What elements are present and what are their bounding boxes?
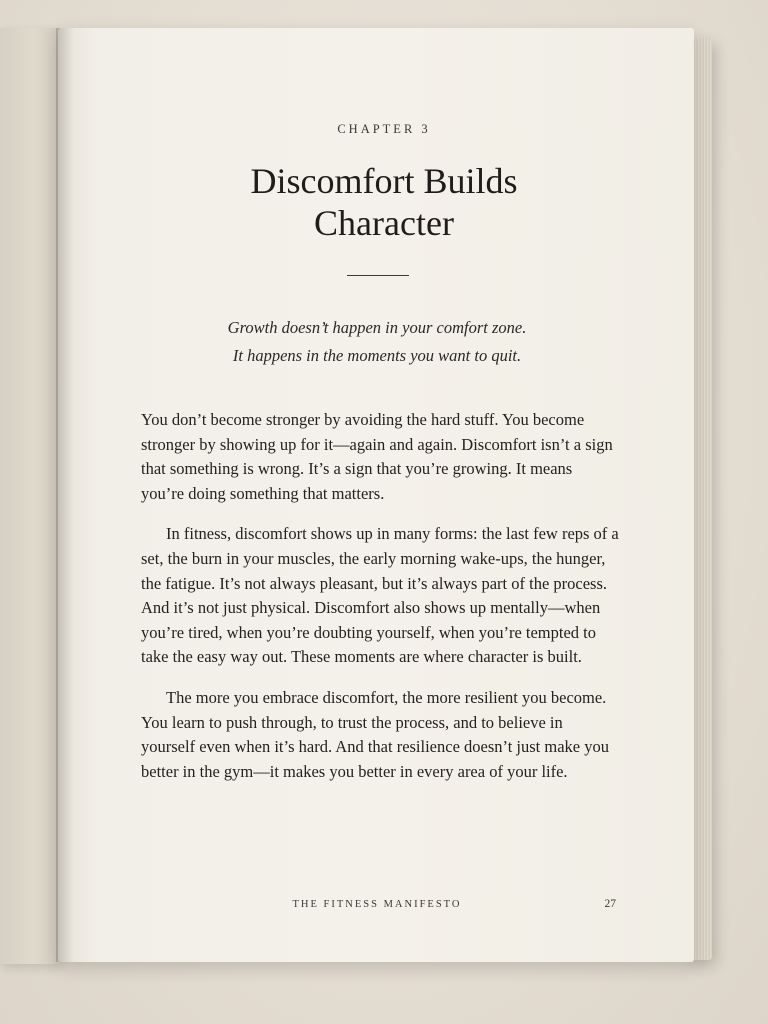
body-text	[141, 408, 619, 800]
page-number: 27	[604, 898, 616, 910]
running-footer-title: THE FITNESS MANIFESTO	[292, 899, 462, 910]
epigraph-line-2: It happens in the moments you want to quit.	[232, 346, 522, 365]
paragraph-3: The more you embrace discomfort, the more resilient you become. You learn to push through, to trust the process, and to believe in yourself even when it’s hard. And that resilience doesn’t just make you better in the gym—it makes you better in every area of your life.	[141, 687, 610, 781]
epigraph-line-1: Growth doesn’t happen in your comfort zone.	[227, 318, 527, 337]
epigraph	[0, 314, 754, 370]
paragraph-2: In fitness, discomfort shows up in many forms: the last few reps of a set, the burn in your muscles, the early morning wake-ups, the hunger, the fatigue. It’s not always pleasant, but it’s always part of the process. And it’s not just physical. Discomfort also shows up mentally—when you’re tired, when you’re doubting yourself, when you’re tempted to take the easy way out. These moments are where character is built.	[141, 524, 619, 667]
chapter-title-line-1: Discomfort Builds	[250, 161, 518, 201]
paragraph-1: You don’t become stronger by avoiding the hard stuff. You become stronger by showing up for it—again and again. Discomfort isn’t a sign that something is wrong. It’s a sign that you’re growing. It means you’re doing something that matters.	[141, 410, 613, 503]
title-divider	[347, 275, 409, 276]
chapter-title	[0, 160, 768, 244]
chapter-label: CHAPTER 3	[337, 122, 431, 136]
chapter-title-line-2: Character	[314, 203, 454, 243]
